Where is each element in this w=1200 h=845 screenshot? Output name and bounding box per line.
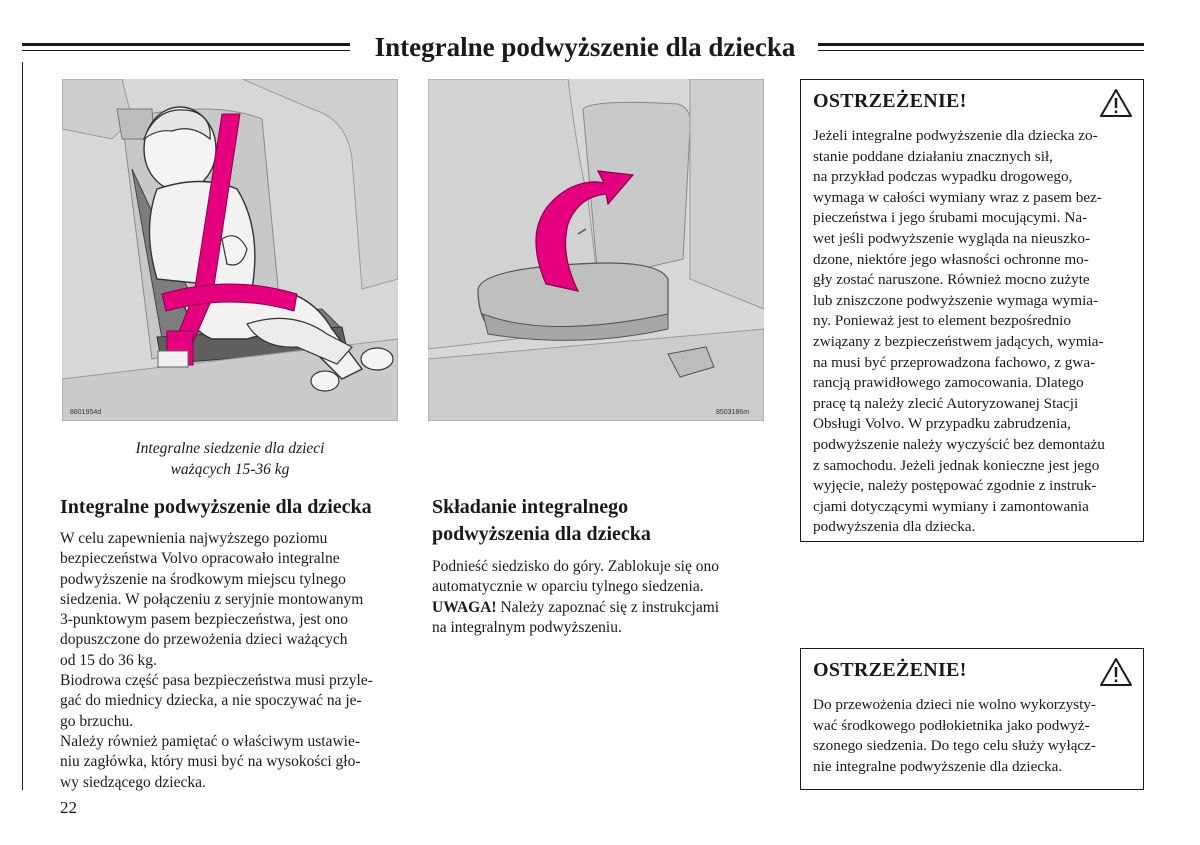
text-line: szonego siedzenia. Do tego celu służy wyłącz- [813, 737, 1096, 755]
text-line: od 15 do 36 kg. [60, 651, 157, 669]
text-line: Jeżeli integralne podwyższenie dla dziecka zo- [813, 127, 1098, 144]
text-line: podwyższenie na środkowym miejscu tylnego [60, 570, 346, 588]
warning-text [813, 126, 1105, 538]
note-label: UWAGA! [432, 598, 497, 616]
text-line: wy siedzącego dziecka. [60, 773, 206, 791]
left-margin-rule [22, 62, 23, 790]
text-line [432, 598, 772, 618]
warning-text [813, 695, 1096, 777]
text-line: gać do miednicy dziecka, a nie spoczywać na je- [60, 692, 362, 710]
text-line: na przykład podczas wypadku drogowego, [813, 168, 1073, 186]
text-line: pieczeństwa i jego śrubami mocującymi. Na- [813, 209, 1088, 227]
caption-line-2: ważących 15-36 kg [170, 461, 290, 478]
text-line: Obsługi Volvo. W przypadku zabrudzenia, [813, 415, 1071, 433]
heading-line-2: podwyższenia dla dziecka [432, 523, 651, 545]
text-line: automatycznie w oparciu tylnego siedzenia. [432, 578, 704, 596]
folding-seat-illustration [428, 79, 764, 421]
text-line: stanie poddane działaniu znacznych sił, [813, 147, 1053, 165]
page-number: 22 [60, 798, 77, 817]
text-line: podwyższenie należy wyczyścić bez demontażu [813, 435, 1105, 453]
child-booster-illustration [62, 79, 398, 421]
text-line: bezpieczeństwa Volvo opracowało integralne [60, 550, 340, 568]
text-line: z samochodu. Jeżeli jednak konieczne jest jego [813, 456, 1100, 474]
header-rule-right-bottom [818, 50, 1144, 51]
note-text: Należy zapoznać się z instrukcjami [496, 598, 720, 616]
section-body-booster [60, 529, 400, 793]
figure-caption [62, 438, 398, 480]
section-heading-booster: Integralne podwyższenie dla dziecka [60, 496, 372, 518]
text-line: Należy również pamiętać o właściwym ustawie- [60, 732, 360, 750]
text-line: 3-punktowym pasem bezpieczeństwa, jest ono [60, 611, 348, 629]
header-rule-right-top [818, 43, 1144, 46]
warning-triangle-icon [1099, 88, 1133, 123]
text-line: Do przewożenia dzieci nie wolno wykorzysty- [813, 696, 1096, 713]
text-line: siedzenia. W połączeniu z seryjnie montowanym [60, 590, 364, 608]
text-line: dzone, niektóre jego własności ochronne mo- [813, 250, 1089, 268]
text-line: na musi być przeprowadzona fachowo, z gwa- [813, 353, 1096, 371]
text-line: gły zostać naruszone. Również mocno zużyte [813, 271, 1090, 289]
text-line: rancją prawidłowego zamocowania. Dlatego [813, 374, 1084, 392]
warning-box-armrest [800, 648, 1144, 790]
text-line: Podnieść siedzisko do góry. Zablokuje się ono [432, 558, 719, 575]
text-line: wać środkowego podłokietnika jako podwyż- [813, 716, 1090, 734]
warning-box-damage [800, 79, 1144, 542]
text-line: Biodrowa część pasa bezpieczeństwa musi przyle- [60, 672, 373, 690]
text-line: wyjęcie, należy postępować zgodnie z instruk- [813, 477, 1097, 495]
text-line: na integralnym podwyższeniu. [432, 618, 622, 636]
text-line: związany z bezpieczeństwem jadących, wymia- [813, 332, 1104, 350]
warning-title: OSTRZEŻENIE! [813, 90, 967, 112]
header-rule-left-bottom [22, 50, 350, 51]
text-line: wymaga w całości wymiany wraz z pasem bez- [813, 188, 1102, 206]
text-line: wet jeśli podwyższenie wygląda na nieuszko- [813, 229, 1091, 247]
text-line: niu zagłówka, który musi być na wysokości gło- [60, 753, 361, 771]
text-line: cjami dotyczącymi wymiany i zamontowania [813, 497, 1089, 515]
section-heading-folding [432, 494, 651, 548]
text-line: pracę tą należy zlecić Autoryzowanej Stacji [813, 394, 1079, 412]
text-line: W celu zapewnienia najwyższego poziomu [60, 530, 328, 547]
header-rule-left-top [22, 43, 350, 46]
right-figure-code: 8503186m [716, 409, 750, 416]
text-line: podwyższenia dla dziecka. [813, 518, 976, 536]
text-line: ny. Ponieważ jest to element bezpośrednio [813, 312, 1071, 330]
text-line: go brzuchu. [60, 712, 134, 730]
left-figure-code: 8801954d [70, 409, 102, 416]
section-body-folding [432, 557, 772, 638]
warning-title: OSTRZEŻENIE! [813, 659, 967, 681]
page-title: Integralne podwyższenie dla dziecka [374, 32, 796, 62]
text-line: dopuszczone do przewożenia dzieci ważących [60, 631, 348, 649]
text-line: lub zniszczone podwyższenie wymaga wymia- [813, 291, 1099, 309]
text-line: nie integralne podwyższenie dla dziecka. [813, 757, 1063, 775]
caption-line-1: Integralne siedzenie dla dzieci [135, 440, 325, 457]
heading-line-1: Składanie integralnego [432, 496, 629, 518]
warning-triangle-icon [1099, 657, 1133, 692]
